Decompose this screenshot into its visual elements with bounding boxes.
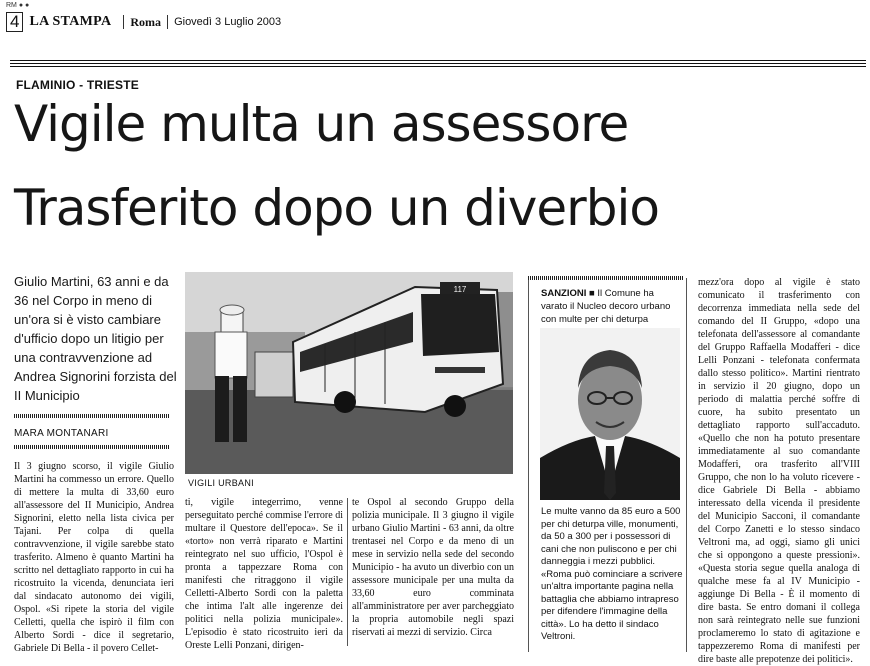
column-1-text: Il 3 giugno scorso, il vigile Giulio Martini ha commesso un errore. Quello di mettere la multa di 33,60 euro all'assessore del II Municipio, Andrea Signorini, eletto nella lista civica per Tajani. Per colpa di quella contravvenzione, il vigile sarebbe stato trasferito. Almeno è quanto Martini ha scritto nel dettagliato rapporto in cui ha ricostruito la vicenda, denunciata ieri dal sindacato autonomo dei vigili, Ospol. «Si ripete la storia del vigile Celletti, quella che ispirò il film con Alberto Sordi - dice il segretario, Gabriele Di Bella - il povero Cellet- — [14, 461, 174, 654]
masthead-divider — [123, 15, 124, 29]
square-bullet-icon: ■ — [589, 288, 595, 299]
sidebar-header — [541, 287, 681, 326]
headline-line-1: Vigile multa un assessore — [14, 95, 629, 153]
sidebar-left-rule — [528, 278, 529, 652]
masthead-divider — [167, 15, 168, 29]
bus-route-number: 117 — [453, 285, 467, 294]
headline-line-2: Trasferito dopo un diverbio — [14, 179, 659, 237]
article-column-1 — [14, 460, 174, 655]
portrait-photo — [540, 328, 680, 500]
bus-photo-illustration — [185, 272, 513, 474]
masthead — [6, 12, 281, 32]
column-3-text: te Ospol al secondo Gruppo della polizia municipale. Il 3 giugno il vigile urbano Giulio Martini - 63 anni, da oltre trentasei nel Corpo e da meno di un mese in servizio nella sede del secondo Municipio - ha avuto un diverbio con un assessore municipale per una multa da 33,60 euro comminata all'amministratore per aver parcheggiato la propria automobile negli spazi riservati ai mezzi di servizio. Circa — [352, 497, 514, 638]
newspaper-name: LA STAMPA — [29, 14, 112, 29]
article-column-2 — [185, 496, 343, 652]
issue-date: Giovedì 3 Luglio 2003 — [174, 16, 282, 28]
edition-city: Roma — [130, 14, 162, 29]
photo-caption: VIGILI URBANI — [188, 478, 254, 488]
article-column-5 — [698, 276, 860, 666]
section-label: FLAMINIO - TRIESTE — [16, 78, 139, 92]
column-2-text: ti, vigile integerrimo, venne perseguitato perché commise l'errore di multare il Questore dell'epoca». Se il «torto» non verrà riparato e Martini reintegrato nel suo ufficio, l'Ospol è pronta a tappezzare Roma con manifesti che ritraggono il vigile Celletti-Alberto Sordi con la paletta che intima l'alt alle ingerenze dei politici nella polizia municipale». L'episodio è stato ricostruito ieri da Oreste Lelli Ponzani, dirigen- — [185, 497, 343, 651]
edition-marker: RM ● ● — [6, 2, 30, 9]
bus-photo — [185, 272, 513, 474]
sidebar-top-rule — [528, 276, 684, 280]
byline-rule — [14, 445, 170, 449]
summary-rule — [14, 414, 170, 418]
sidebar-right-rule — [686, 278, 687, 652]
sidebar-label: SANZIONI — [541, 288, 587, 299]
article-column-3 — [352, 496, 514, 639]
page-number: 4 — [6, 12, 23, 32]
column-5-text: mezz'ora dopo al vigile è stato comunicato il trasferimento con decorrenza immediata nella sede del comando del II Gruppo, «dopo una telefonata dell'assessore al comandante del Gruppo Raffaella Modafferi - dice Lelli Ponzani - telefonata confermata dallo stesso politico». Martini rientrato in servizio il 20 giugno, dopo un periodo di malattia perché soffre di cuore, ha subito presentato un dettagliato rapporto sull'accaduto. «Quello che non ha potuto presentare immediatamente al suo comandante Modafferi, ora trasferito all'VIII Gruppo, che non lo ha voluto ricevere - dice Gabriele Di Bella - abbiamo interessato della vicenda il presidente del Municipio Sacconi, il comandante del Corpo Zanetti e lo stesso sindaco Veltroni ma, ad oggi, siamo gli unici che si oppongono a queste pressioni». «Questa storia segue quella analoga di qualche mese fa al IV Municipio - aggiunge Di Bella - È il momento di dire basta. Se entro domani il collega non sarà reintegrato nelle sue funzioni proclameremo lo stato di agitazione e tappezzeremo Roma di manifesti per dire baste alle prepotenze dei politici». — [698, 277, 860, 665]
portrait-illustration — [540, 328, 680, 500]
column-divider — [347, 498, 348, 646]
byline: MARA MONTANARI — [14, 428, 109, 439]
top-rule — [10, 60, 866, 69]
sidebar-title: Il Comune ha varato il Nucleo decoro urbano con multe per chi deturpa — [541, 288, 671, 325]
article-summary: Giulio Martini, 63 anni e da 36 nel Corpo in meno di un'ora si è visto cambiare d'ufficio dopo un litigio per una contravvenzione ad Andrea Signorini forzista del II Municipio — [14, 274, 177, 403]
sidebar-text: Le multe vanno da 85 euro a 500 per chi deturpa ville, monumenti, da 50 a 300 per i possessori di cani che non puliscono e per chi danneggia i mezzi pubblici. «Roma può cominciare a scrivere un'altra importante pagina nella battaglia che abbiamo intrapreso per difendere l'immagine della città». Lo ha detto il sindaco Veltroni. — [541, 506, 683, 642]
